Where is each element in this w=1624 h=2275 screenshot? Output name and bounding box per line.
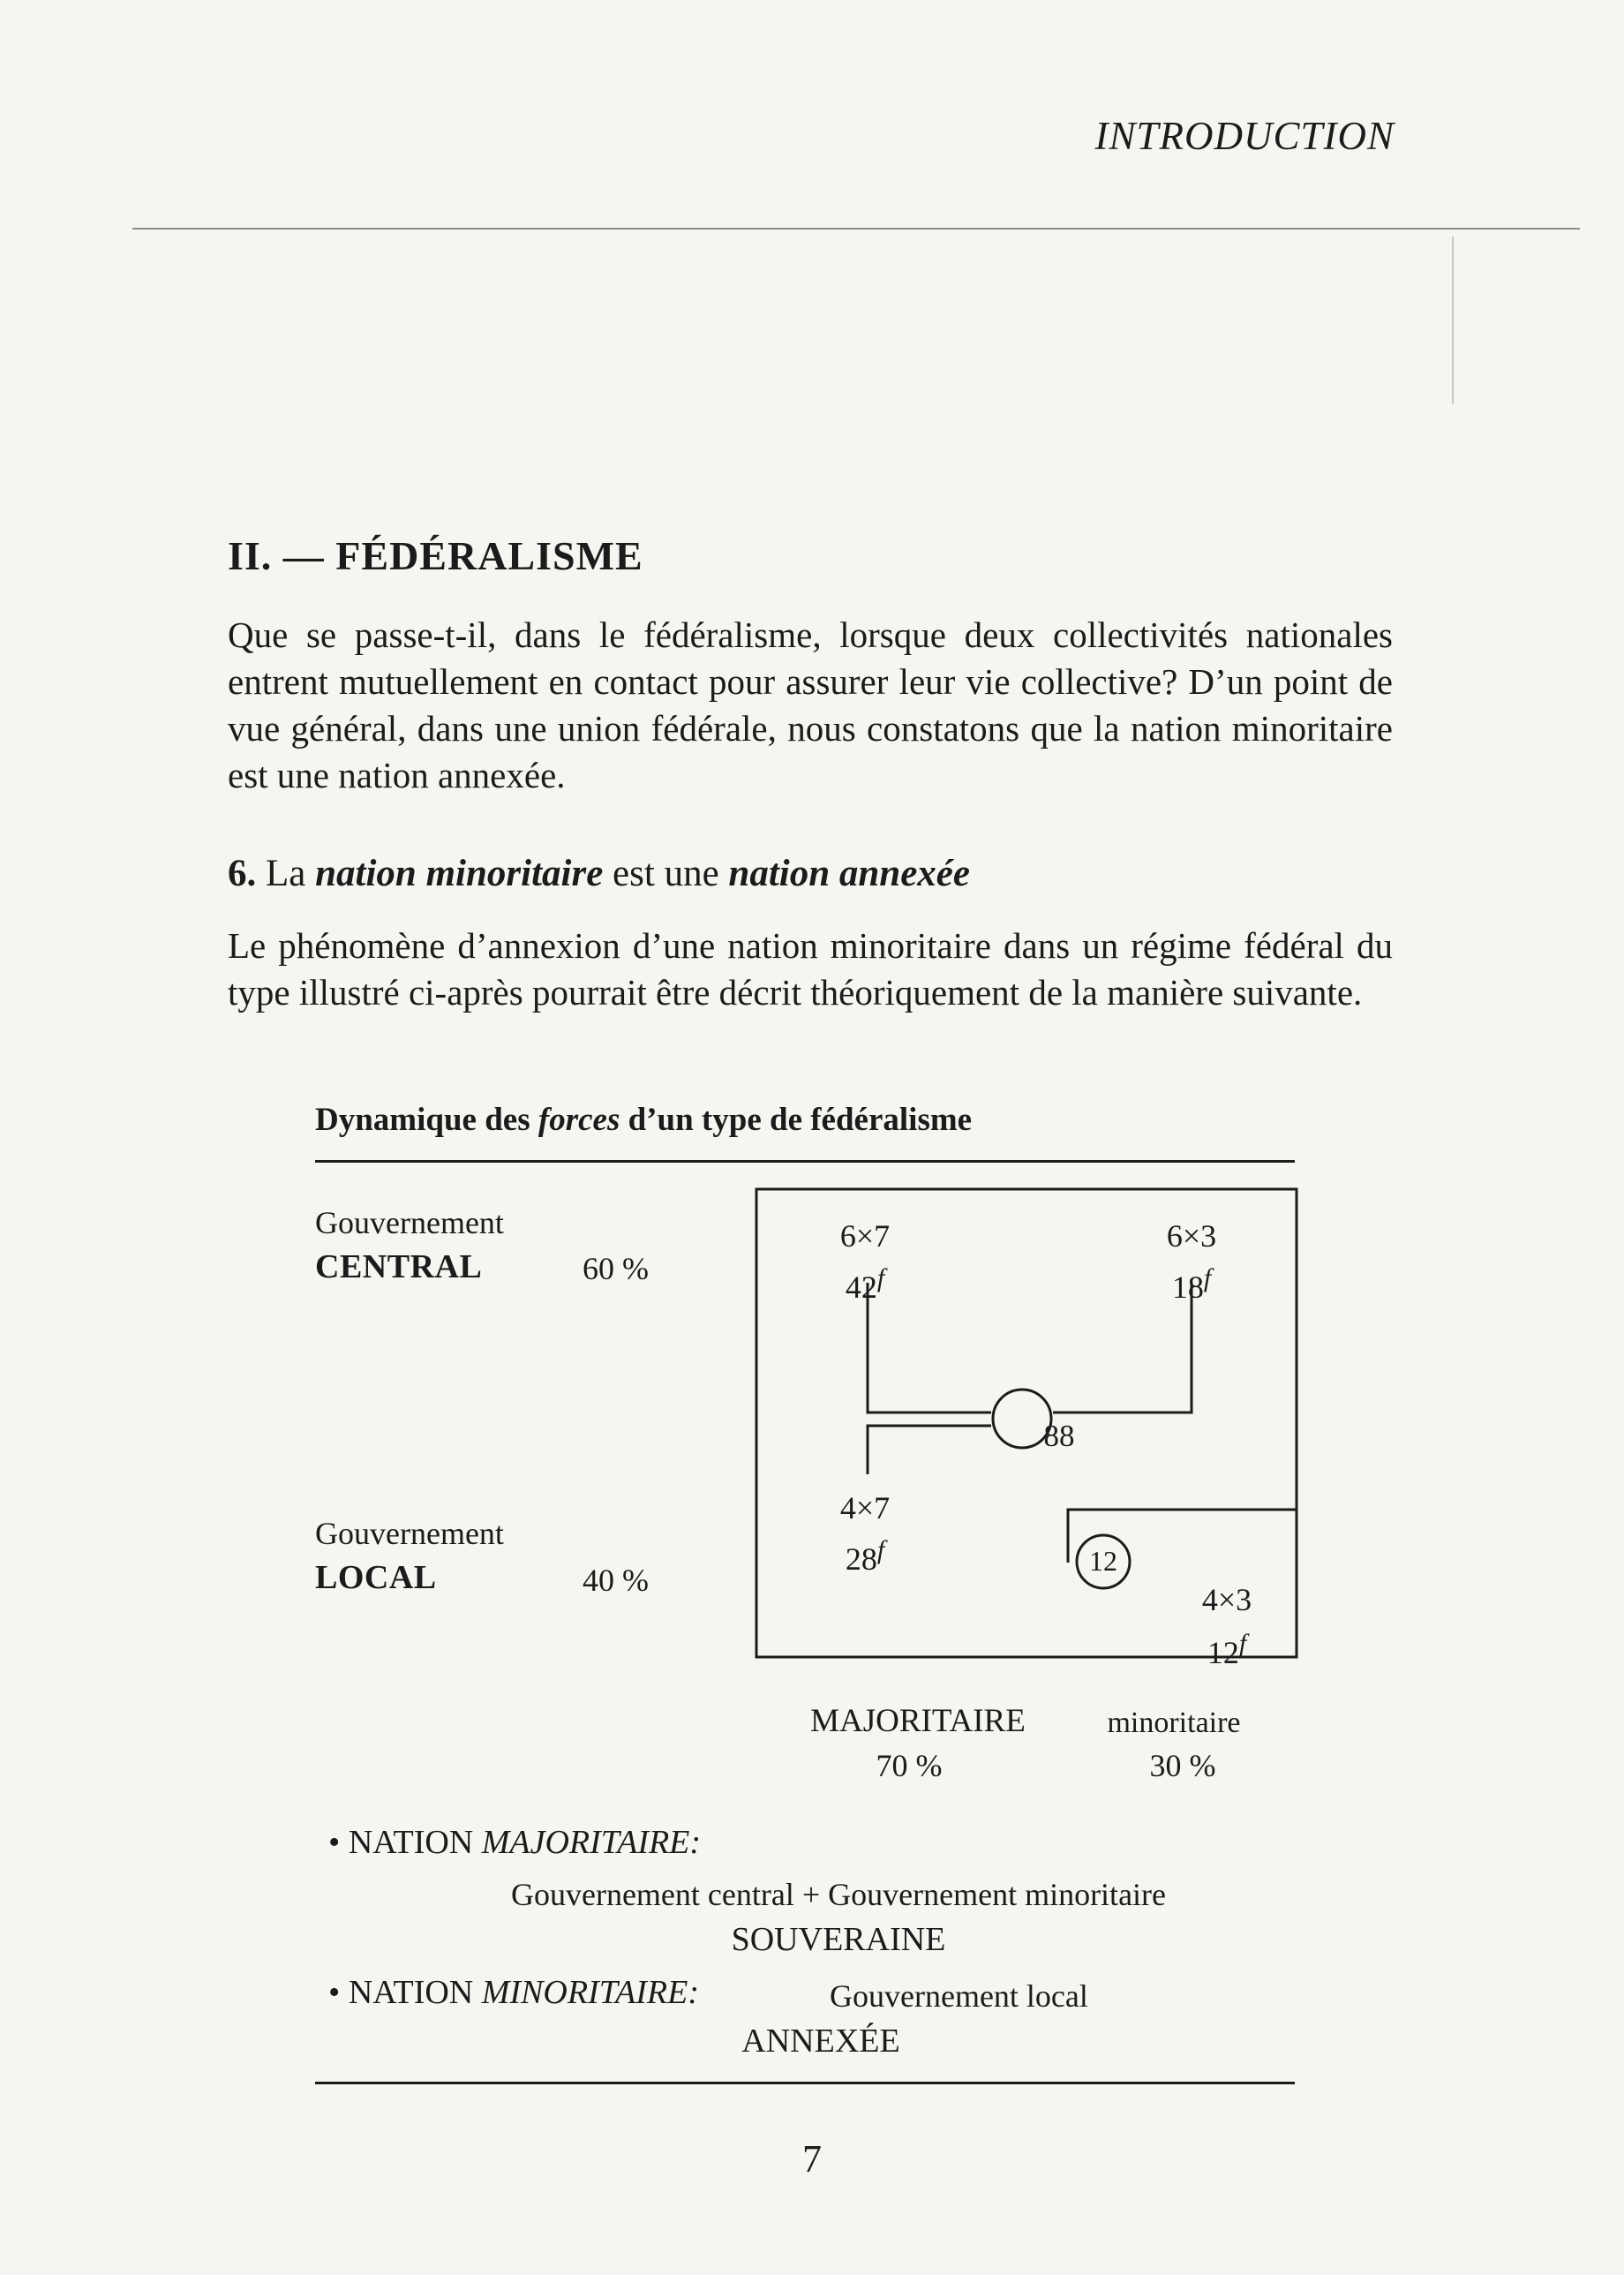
section-title: II. — FÉDÉRALISME: [228, 533, 643, 578]
top-left-value: 42: [845, 1269, 877, 1305]
legend-minority-desc: Gouvernement local: [830, 1978, 1088, 2014]
minority-percent: 30 %: [1149, 1748, 1216, 1783]
subsection-term-2: nation annexée: [728, 853, 970, 894]
running-head: INTRODUCTION: [1094, 114, 1395, 158]
figure-title-after: d’un type de fédéralisme: [628, 1102, 973, 1138]
central-gov-percent: 60 %: [583, 1251, 649, 1286]
figure-top-rule: [315, 1160, 1295, 1163]
legend-majority-line: [328, 1823, 701, 1862]
minority-label: minoritaire: [1107, 1706, 1241, 1739]
minority-total-value: 12: [1089, 1545, 1117, 1577]
bottom-right-value: 12: [1207, 1635, 1239, 1670]
legend-bullet-1: •: [328, 1824, 341, 1861]
subsection-lead: La: [266, 853, 306, 894]
legend-majority-term: MAJORITAIRE:: [481, 1824, 702, 1861]
figure-title: [315, 1101, 972, 1139]
bottom-right-expression: 4×3: [1201, 1582, 1252, 1617]
header-rule: [132, 228, 1580, 230]
top-right-unit: f: [1203, 1263, 1212, 1292]
margin-mark: [1452, 237, 1454, 404]
top-right-value: 18: [1171, 1269, 1204, 1305]
bottom-left-value: 28: [845, 1541, 877, 1577]
top-left-expression: 6×7: [839, 1218, 891, 1254]
subsection-heading: [228, 852, 970, 895]
bottom-left-cell: [830, 1531, 900, 1578]
subsection-paragraph: Le phénomène d’annexion d’une nation minoritaire dans un régime fédéral du type illustré ci-après pourrait être décrit théoriquement de la manière suivante.: [228, 925, 1393, 1013]
figure-title-before: Dynamique des: [315, 1102, 530, 1138]
legend-majority-prefix: NATION: [348, 1824, 474, 1861]
page-number: 7: [802, 2137, 822, 2181]
top-left-cell: [830, 1259, 900, 1307]
intro-paragraph: Que se passe-t-il, dans le fédéralisme, lorsque deux collectivités nationales entrent mutuellement en contact pour assurer leur vie collective? D’un point de vue général, dans une union fédérale, nous constatons que la nation minoritaire est une nation annexée.: [228, 614, 1393, 795]
majority-lower-connector: [868, 1426, 991, 1474]
majority-total-value: 88: [1043, 1419, 1075, 1453]
central-gov-name: CENTRAL: [315, 1248, 483, 1285]
bottom-right-cell: [1192, 1624, 1262, 1672]
central-gov-label: Gouvernement: [315, 1205, 504, 1240]
legend-minority-line: [328, 1973, 699, 2012]
legend-majority-desc: Gouvernement central + Gouvernement minoritaire: [510, 1877, 1167, 1912]
local-gov-label: Gouvernement: [315, 1516, 504, 1551]
subsection-number: 6.: [228, 853, 257, 894]
top-left-unit: f: [876, 1263, 885, 1292]
majority-percent: 70 %: [876, 1748, 943, 1783]
subsection-middle: est une: [613, 853, 719, 894]
local-gov-percent: 40 %: [583, 1563, 649, 1598]
legend-majority-status: SOUVERAINE: [731, 1921, 946, 1958]
legend-minority-status: ANNEXÉE: [741, 2023, 900, 2060]
bottom-left-unit: f: [876, 1535, 885, 1564]
majority-label: MAJORITAIRE: [810, 1703, 1026, 1739]
subsection-term-1: nation minoritaire: [315, 853, 604, 894]
legend-bullet-2: •: [328, 1974, 341, 2011]
figure-bottom-rule: [315, 2082, 1295, 2084]
legend-minority-prefix: NATION: [348, 1974, 474, 2011]
figure-title-em: forces: [538, 1102, 620, 1138]
legend-minority-term: MINORITAIRE:: [481, 1974, 699, 2011]
top-right-expression: 6×3: [1166, 1218, 1217, 1254]
bottom-right-unit: f: [1238, 1629, 1247, 1658]
bottom-left-expression: 4×7: [839, 1490, 891, 1525]
top-right-cell: [1156, 1259, 1227, 1307]
local-gov-name: LOCAL: [315, 1559, 437, 1596]
